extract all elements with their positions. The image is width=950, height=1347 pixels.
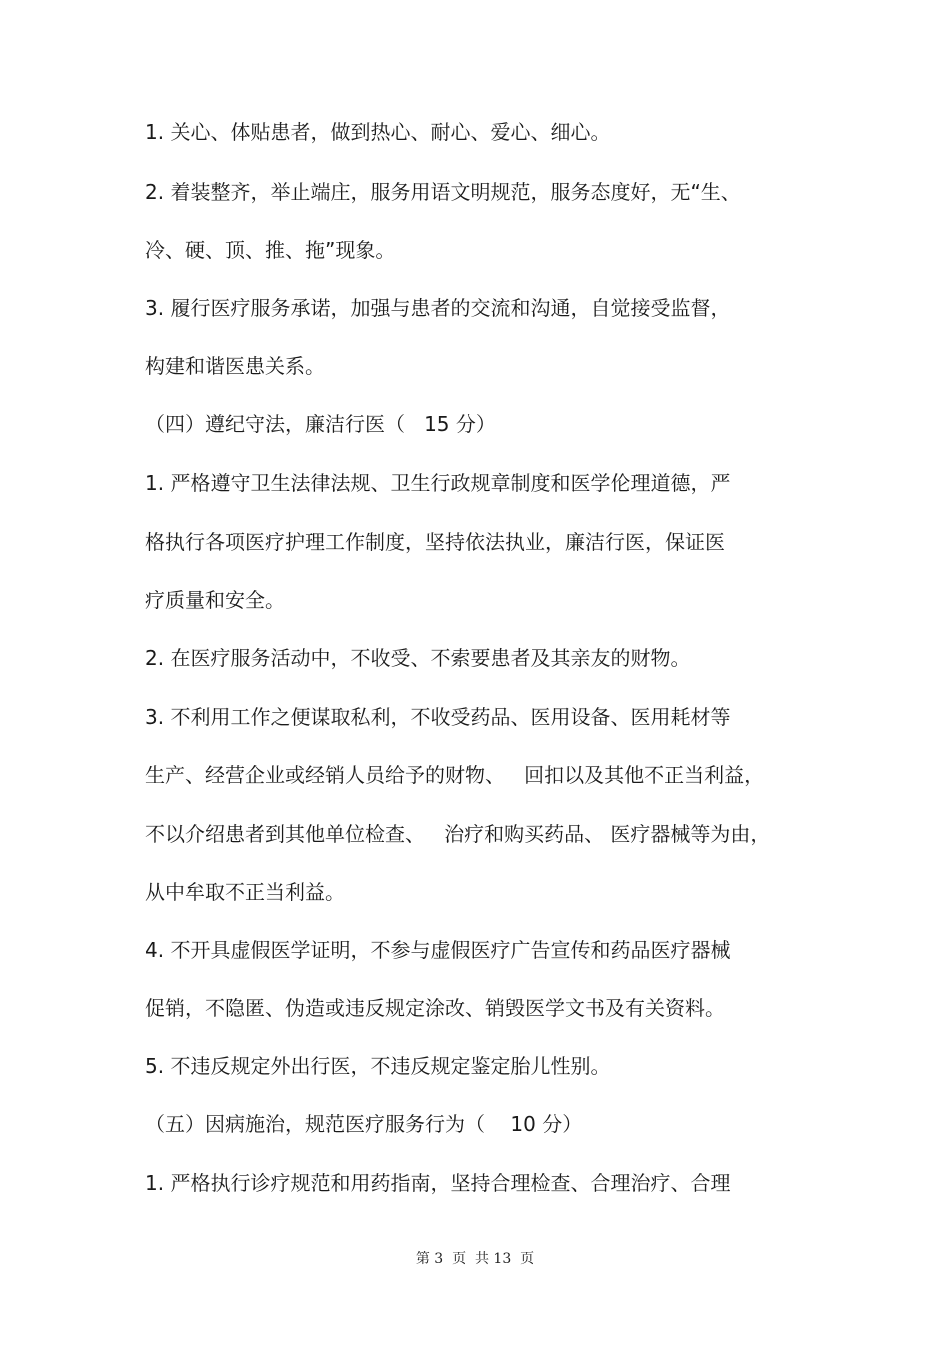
paragraph-line: 从中牟取不正当利益。 <box>145 880 345 904</box>
paragraph-line: 2. 着装整齐，举止端庄，服务用语文明规范，服务态度好，无“生、 <box>145 180 741 204</box>
paragraph-line: 不以介绍患者到其他单位检查、 治疗和购买药品、 医疗器械等为由， <box>145 822 771 846</box>
paragraph-line: 疗质量和安全。 <box>145 588 285 612</box>
section-heading: （五）因病施治，规范医疗服务行为（ 10 分） <box>145 1112 583 1136</box>
paragraph-line: 冷、硬、顶、推、拖”现象。 <box>145 238 396 262</box>
section-heading: （四）遵纪守法，廉洁行医（ 15 分） <box>145 412 496 436</box>
paragraph-line: 1. 严格执行诊疗规范和用药指南，坚持合理检查、合理治疗、合理 <box>145 1171 731 1195</box>
paragraph-line: 生产、经营企业或经销人员给予的财物、 回扣以及其他不正当利益， <box>145 763 765 787</box>
paragraph-line: 格执行各项医疗护理工作制度，坚持依法执业，廉洁行医，保证医 <box>145 530 725 554</box>
paragraph-line: 2. 在医疗服务活动中，不收受、不索要患者及其亲友的财物。 <box>145 646 691 670</box>
paragraph-line: 3. 不利用工作之便谋取私利，不收受药品、医用设备、医用耗材等 <box>145 705 731 729</box>
paragraph-line: 5. 不违反规定外出行医，不违反规定鉴定胎儿性别。 <box>145 1054 611 1078</box>
paragraph-line: 4. 不开具虚假医学证明，不参与虚假医疗广告宣传和药品医疗器械 <box>145 938 731 962</box>
paragraph-line: 构建和谐医患关系。 <box>145 354 325 378</box>
page-footer: 第 3 页 共 13 页 <box>415 1251 535 1267</box>
paragraph-line: 促销，不隐匿、伪造或违反规定涂改、销毁医学文书及有关资料。 <box>145 996 725 1020</box>
paragraph-line: 1. 严格遵守卫生法律法规、卫生行政规章制度和医学伦理道德，严 <box>145 471 731 495</box>
paragraph-line: 1. 关心、体贴患者，做到热心、耐心、爱心、细心。 <box>145 120 611 144</box>
paragraph-line: 3. 履行医疗服务承诺，加强与患者的交流和沟通，自觉接受监督， <box>145 296 731 320</box>
